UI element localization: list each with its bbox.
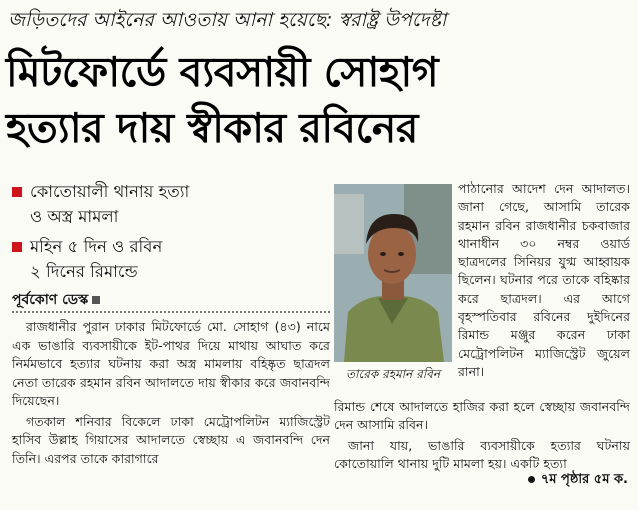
portrait-photo-icon bbox=[334, 184, 452, 362]
kicker: জড়িতদের আইনের আওতায় আনা হয়েছে: স্বরাষ্ট্র উপদেষ্টা bbox=[8, 9, 447, 31]
desk-label: পূর্বকোণ ডেস্ক bbox=[12, 292, 89, 308]
photo-caption: তারেক রহমান রবিন bbox=[345, 367, 441, 381]
article-body-bottom bbox=[334, 398, 630, 473]
paragraph: রাজধানীর পুরান ঢাকার মিটফোর্ডে মো. সোহাগ (৪৩) নামে এক ভাঙারি ব্যবসায়ীকে ইট-পাথর দিয়ে মাথায় আঘাত করে নির্মমভাবে হত্যার ঘটনায় করা অস্ত্র মামলায় বহিষ্কৃত ছাত্রদল নেতা তারেক রহমান রবিন আদালতে দায় স্বীকার করে জবানবন্দি দিয়েছেন। bbox=[12, 319, 330, 408]
dotted-divider bbox=[12, 311, 330, 313]
paragraph: রিমান্ড শেষে আদালতে হাজির করা হলে স্বেচ্ছায় জবানবন্দি দেন আসামি রবিন। bbox=[334, 399, 630, 433]
portrait-photo bbox=[334, 184, 452, 362]
red-square-bullet-icon bbox=[12, 187, 22, 197]
bullet-line-1: মহিন ৫ দিন ও রবিন bbox=[30, 237, 163, 256]
red-square-bullet-icon bbox=[12, 242, 22, 252]
bullet-line-2: ২ দিনের রিমান্ডে bbox=[30, 262, 138, 281]
headline-line-2: হত্যার দায় স্বীকার রবিনের bbox=[6, 104, 418, 152]
paragraph: জানা যায়, ভাঙারি ব্যবসায়ীকে হত্যার ঘটনায় কোতোয়ালি থানায় দুটি মামলা হয়। একটি হত্যা bbox=[334, 437, 630, 471]
bullet-line-1: কোতোয়ালী থানায় হত্যা bbox=[30, 182, 190, 201]
headline bbox=[6, 44, 634, 156]
bullet-item bbox=[12, 233, 330, 284]
bullet-item bbox=[12, 178, 330, 229]
square-marker-icon bbox=[92, 296, 100, 304]
jump-label: ৭ম পৃষ্ঠার ৫ম ক. bbox=[540, 472, 628, 487]
highlight-bullets bbox=[12, 178, 330, 288]
paragraph: গতকাল শনিবার বিকেলে ঢাকা মেট্রোপলিটন ম্যাজিস্ট্রেট হাসিব উল্লাহ গিয়াসের আদালতে স্বেচ্ছায় এ জবানবন্দি দেন তিনি। এরপর তাকে কারাগারে bbox=[12, 413, 330, 466]
article-body-right bbox=[458, 180, 630, 381]
headline-line-1: মিটফোর্ডে ব্যবসায়ী সোহাগ bbox=[6, 48, 439, 96]
article-body-left bbox=[12, 318, 330, 468]
paragraph: পাঠানোর আদেশ দেন আদালত। জানা গেছে, আসামি তারেক রহমান রবিন রাজধানীর চকবাজার থানাধীন ৩০ নম্বর ওয়ার্ড ছাত্রদলের সিনিয়র যুগ্ম আহ্বায়ক ছিলেন। ঘটনার পরে তাকে বহিষ্কার করে ছাত্রদল। এর আগে বৃহস্পতিবার রবিনের দুইদিনের রিমান্ড মঞ্জুর করেন ঢাকা মেট্রোপলিটন ম্যাজিস্ট্রেট জুয়েল রানা। bbox=[458, 181, 630, 379]
bullet-dot-icon bbox=[528, 476, 535, 483]
bullet-line-2: ও অস্ত্র মামলা bbox=[30, 207, 119, 226]
continued-on-page bbox=[528, 470, 628, 491]
byline-desk bbox=[12, 288, 100, 312]
